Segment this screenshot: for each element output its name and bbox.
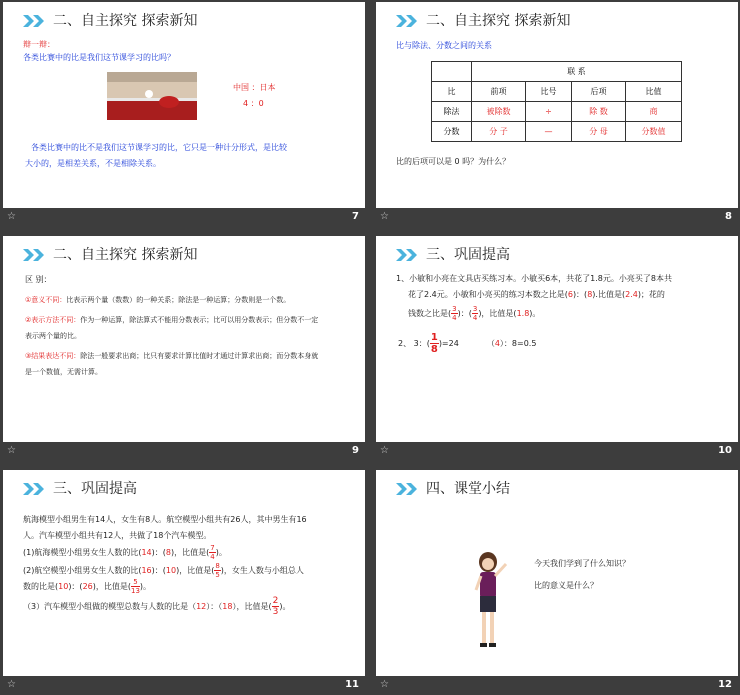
text-run: )：( — [68, 582, 83, 591]
slide-9[interactable] — [3, 236, 365, 462]
table-row — [432, 122, 682, 142]
text-run: )。 — [279, 602, 291, 611]
text-run: )：( — [151, 566, 166, 575]
table-cell: — — [526, 122, 572, 142]
text-run: (1)航海模型小组男女生人数的比( — [23, 548, 142, 557]
slide-number: 12 — [718, 679, 732, 690]
text-run: )；花的 — [637, 290, 665, 299]
problem-1-line-2 — [408, 289, 665, 301]
table-cell: 分数 — [432, 122, 472, 142]
item-text: 作为一种运算，除法算式不能用分数表示；比可以用分数表示；但分数不一定 — [80, 316, 319, 324]
score-names: 中国 ：日本 — [233, 83, 276, 92]
item-continuation: 表示两个量的比。 — [25, 332, 81, 340]
slide-title: 二、自主探究 探索新知 — [426, 13, 571, 29]
slide-title: 二、自主探究 探索新知 — [53, 13, 198, 29]
difference-label: 区 别： — [25, 275, 52, 284]
answer: 26 — [82, 582, 93, 591]
numerator: 1 — [430, 332, 438, 343]
table-cell: 除 数 — [572, 102, 626, 122]
relation-table — [431, 61, 682, 142]
double-chevron-right-icon — [23, 249, 47, 261]
star-icon: ☆ — [7, 679, 16, 690]
star-icon: ☆ — [380, 445, 389, 456]
star-icon: ☆ — [7, 445, 16, 456]
text-run: )=24 — [438, 339, 459, 348]
difference-item — [25, 314, 318, 326]
slide-title: 三、巩固提高 — [53, 481, 137, 497]
slide-canvas — [376, 470, 738, 676]
denominator: 4 — [210, 553, 215, 561]
slide-canvas — [3, 470, 365, 676]
answer: 4 — [494, 339, 500, 348]
problem-line-2: 人。汽车模型小组共有12人，共做了18个汽车模型。 — [23, 531, 212, 540]
text-run: 钱数之比是( — [408, 309, 452, 318]
teacher-illustration — [468, 550, 512, 650]
table-header: 前项 — [472, 82, 526, 102]
numerator: 2 — [272, 596, 279, 606]
problem-2 — [398, 332, 536, 355]
text-run: )。 — [215, 548, 227, 557]
denominator: 4 — [472, 314, 478, 322]
text-run: )：( — [572, 290, 588, 299]
table-cell: 被除数 — [472, 102, 526, 122]
text-run: )，女生人数与小组总人 — [220, 566, 304, 575]
table-header: 比号 — [526, 82, 572, 102]
slide-footer — [376, 208, 738, 228]
item-continuation: 是一个数值，无需计算。 — [25, 368, 102, 376]
text-run: ).比值是( — [592, 290, 626, 299]
explanation-line-2: 大小的，是相差关系，不是相除关系。 — [25, 159, 161, 168]
answer: 8 — [587, 290, 593, 299]
numerator: 3 — [452, 305, 457, 313]
answer: 1.8 — [516, 309, 530, 318]
table-cell: ÷ — [526, 102, 572, 122]
text-run: 数的比是( — [23, 582, 59, 591]
text-run: )：( — [151, 548, 166, 557]
explanation-line-1: 各类比赛中的比不是我们这节课学习的比，它只是一种计分形式，是比较 — [31, 143, 287, 152]
slide-canvas — [3, 236, 365, 442]
slide-number: 9 — [352, 445, 359, 456]
answer: 16 — [141, 566, 152, 575]
star-icon: ☆ — [380, 211, 389, 222]
slide-title: 四、课堂小结 — [426, 481, 510, 497]
denominator: 13 — [131, 587, 140, 595]
numerator: 5 — [131, 578, 140, 587]
question-text: 各类比赛中的比是我们这节课学习的比吗？ — [23, 53, 175, 62]
question-text: 比的后项可以是 0 吗？为什么？ — [396, 157, 511, 166]
answer: 2.4 — [625, 290, 638, 299]
problem-line-1: 航海模型小组男生有14人，女生有8人。航空模型小组共有26人，其中男生有16 — [23, 515, 307, 524]
text-run: （3）汽车模型小组做的模型总数与人数的比是（ — [23, 602, 197, 611]
table-cell: 商 — [626, 102, 682, 122]
table-header: 比值 — [626, 82, 682, 102]
table-header: 后项 — [572, 82, 626, 102]
table-cell: 分 母 — [572, 122, 626, 142]
problem-1-line-1: 1、小敏和小亮在文具店买练习本。小敏买6本，共花了1.8元。小亮买了8本共 — [396, 274, 672, 283]
slide-footer — [3, 442, 365, 462]
table-header: 比 — [432, 82, 472, 102]
answer: 8 — [165, 548, 171, 557]
numerator: 7 — [210, 544, 215, 552]
question-3 — [23, 596, 290, 618]
double-chevron-right-icon — [396, 483, 420, 495]
text-run: 花了2.4元。小敏和小亮买的练习本数之比是( — [408, 290, 568, 299]
slide-10[interactable] — [376, 236, 738, 462]
slide-number: 7 — [352, 211, 359, 222]
slide-footer — [3, 676, 365, 695]
difference-item — [25, 350, 318, 362]
text-run: 2、 3：( — [398, 339, 430, 348]
item-lead: ①意义不同： — [25, 296, 67, 304]
table-tennis-photo — [107, 72, 197, 120]
item-text: 除法一般要求出商；比只有要求计算比值时才通过计算求出商；而分数本身就 — [80, 352, 319, 360]
table-cell: 除法 — [432, 102, 472, 122]
slide-title: 二、自主探究 探索新知 — [53, 247, 198, 263]
slide-footer — [376, 676, 738, 695]
slide-number: 10 — [718, 445, 732, 456]
star-icon: ☆ — [7, 211, 16, 222]
numerator: 3 — [472, 305, 478, 313]
slide-number: 8 — [725, 211, 732, 222]
text-run: （ — [486, 339, 495, 348]
difference-item — [25, 294, 290, 306]
slide-subtitle: 比与除法、分数之间的关系 — [396, 41, 492, 50]
text-run: )，比值是( — [170, 548, 210, 557]
table-cell: 分 子 — [472, 122, 526, 142]
slide-footer — [3, 208, 365, 228]
item-lead: ③结果表达不同： — [25, 352, 81, 360]
text-run: )。 — [529, 309, 541, 318]
denominator: 5 — [215, 571, 220, 579]
answer: 14 — [141, 548, 152, 557]
text-run: )，比值是( — [176, 566, 215, 575]
slide-footer — [376, 442, 738, 462]
table-group-header: 联 系 — [472, 62, 682, 82]
numerator: 8 — [215, 562, 220, 570]
star-icon: ☆ — [380, 679, 389, 690]
denominator: 3 — [272, 607, 279, 617]
fraction-answer — [131, 578, 140, 595]
summary-question-2: 比的意义是什么？ — [534, 581, 598, 590]
debate-label: 辩一辩： — [23, 40, 55, 49]
slide-number: 11 — [345, 679, 359, 690]
slide-canvas — [3, 2, 365, 208]
table-cell: 分数值 — [626, 122, 682, 142]
double-chevron-right-icon — [23, 483, 47, 495]
answer: 6 — [567, 290, 573, 299]
score-values: 4 ：0 — [243, 99, 264, 108]
text-run: )，比值是( — [92, 582, 131, 591]
table-row — [432, 102, 682, 122]
denominator: 8 — [430, 344, 438, 355]
question-2-line-2 — [23, 578, 151, 596]
slide-7[interactable] — [3, 2, 365, 228]
slide-11[interactable] — [3, 470, 365, 695]
denominator: 4 — [452, 314, 457, 322]
text-run: ）：8=0.5 — [499, 339, 537, 348]
text-run: )。 — [139, 582, 152, 591]
item-text: 比表示两个量（数数）的一种关系；除法是一种运算；分数则是一个数。 — [66, 296, 291, 304]
text-run: ），比值是( — [232, 602, 272, 611]
problem-1-line-3 — [408, 305, 540, 323]
slide-title: 三、巩固提高 — [426, 247, 510, 263]
answer: 12 — [196, 602, 207, 611]
slide-8[interactable] — [376, 2, 738, 228]
fraction-answer — [430, 332, 439, 355]
text-run: ）：（ — [206, 602, 223, 611]
slide-canvas — [376, 236, 738, 442]
answer: 18 — [222, 602, 233, 611]
text-run: (2)航空模型小组男女生人数的比( — [23, 566, 142, 575]
item-lead: ②表示方法不同： — [25, 316, 81, 324]
double-chevron-right-icon — [23, 15, 47, 27]
question-1 — [23, 544, 227, 562]
text-run: )：( — [457, 309, 472, 318]
slide-12[interactable] — [376, 470, 738, 695]
answer: 10 — [58, 582, 69, 591]
slide-canvas — [376, 2, 738, 208]
answer: 10 — [165, 566, 177, 575]
text-run: )，比值是( — [478, 309, 517, 318]
double-chevron-right-icon — [396, 249, 420, 261]
double-chevron-right-icon — [396, 15, 420, 27]
summary-question-1: 今天我们学到了什么知识？ — [534, 559, 630, 568]
